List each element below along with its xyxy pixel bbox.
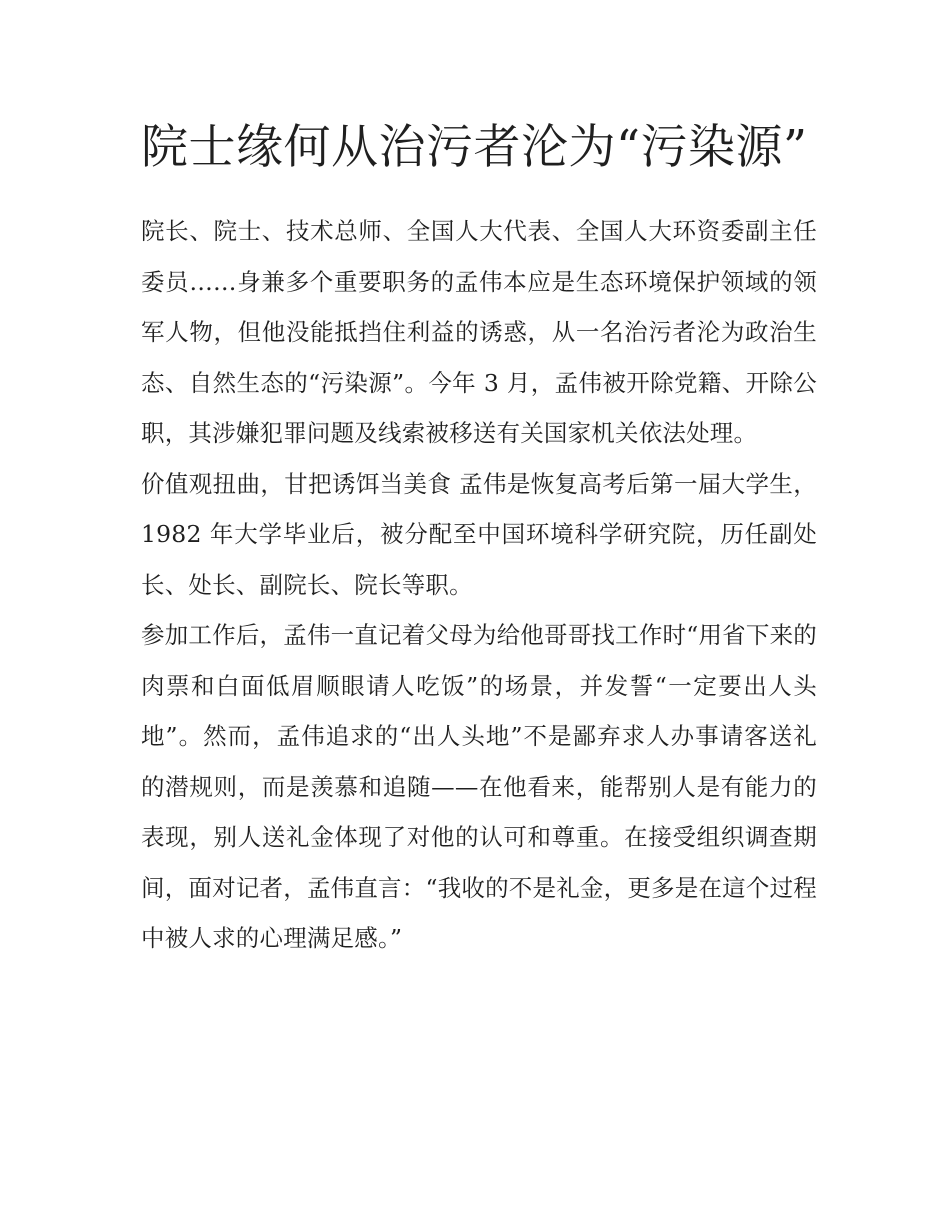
article-title: 院士缘何从治污者沦为“污染源”: [141, 120, 808, 175]
paragraph-background: 价值观扭曲，甘把诱饵当美食 孟伟是恢复高考后第一届大学生，1982 年大学毕业后，被分配至中国环境科学研究院，历任副处长、处长、副院长、院长等职。: [141, 469, 817, 599]
article-body: [141, 112, 817, 964]
paragraph-motivation: 参加工作后，孟伟一直记着父母为给他哥哥找工作时“用省下来的肉票和白面低眉顺眼请人吃饭”的场景，并发誓“一定要出人头地”。然而，孟伟追求的“出人头地”不是鄙弃求人办事请客送礼的潜规则，而是羡慕和追随——在他看来，能帮别人是有能力的表现，别人送礼金体现了对他的认可和尊重。在接受组织调查期间，面对记者，孟伟直言：“我收的不是礼金，更多是在這个过程中被人求的心理满足感。”: [141, 621, 817, 952]
paragraph-intro: 院长、院士、技术总师、全国人大代表、全国人大环资委副主任委员……身兼多个重要职务的孟伟本应是生态环境保护领域的领军人物，但他没能抵挡住利益的诱惑，从一名治污者沦为政治生态、自然生态的“污染源”。今年 3 月，孟伟被开除党籍、开除公职，其涉嫌犯罪问题及线索被移送有关国家机关依法处理。: [141, 217, 817, 447]
